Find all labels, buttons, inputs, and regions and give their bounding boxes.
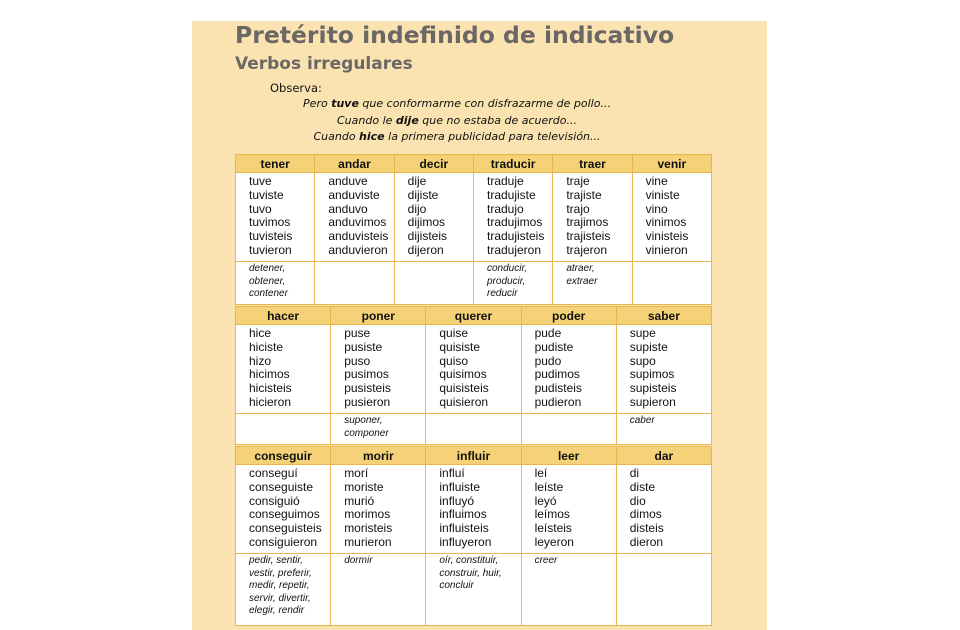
conjugated-form: vinimos [645, 215, 687, 230]
conjugated-form: dijimos [407, 215, 445, 230]
conjugated-form: tuviste [249, 187, 284, 202]
conjugated-form: anduvieron [328, 242, 388, 257]
conjugated-form: supisteis [629, 381, 677, 396]
conjugated-form: viniste [645, 187, 680, 202]
header-row [236, 447, 712, 465]
conjugated-form: hicieron [249, 394, 292, 409]
related-verb: detener, [249, 263, 286, 274]
related-verb: componer [344, 427, 389, 439]
related-verb: producir, [486, 275, 526, 287]
verb-header-traducir: traducir [473, 155, 552, 173]
conjugated-form: pusieron [344, 394, 391, 409]
conjugated-form: anduvimos [328, 215, 387, 230]
conjugated-form: anduvisteis [328, 229, 389, 244]
conjugation-cell [616, 325, 711, 414]
conjugated-form: supe [629, 326, 656, 340]
related-verbs-cell [236, 554, 331, 626]
conjugated-form: pudimos [534, 367, 580, 382]
conjugated-form: puse [344, 326, 371, 340]
example-sentence: Cuando hice la primera publicidad para televisión... [313, 130, 601, 143]
conjugated-form: tradujeron [486, 242, 542, 257]
conjugated-form: trajeron [566, 242, 607, 257]
conjugation-cell [236, 465, 331, 554]
conjugation-cell [426, 465, 521, 554]
conjugated-form: traje [566, 174, 590, 188]
conjugated-form: pusisteis [344, 381, 391, 396]
conjugated-form: tuvo [249, 201, 272, 216]
conjugated-form: conseguisteis [249, 521, 322, 536]
conjugated-form: supiste [629, 339, 668, 354]
related-verb: contener [249, 288, 288, 300]
conjugation-cell [331, 325, 426, 414]
conjugated-form: hice [249, 326, 272, 340]
example-sentence: Cuando le dije que no estaba de acuerdo... [337, 113, 577, 127]
conjugation-cell [473, 173, 552, 262]
conjugated-form: conseguí [249, 466, 298, 480]
related-verbs-cell [331, 554, 426, 626]
conjugated-form: morimos [344, 507, 391, 522]
conjugated-form: anduvo [328, 201, 368, 216]
conjugated-form: tradujo [486, 201, 524, 216]
conjugation-table-1 [235, 154, 712, 305]
conjugation-cell [394, 173, 473, 262]
conjugated-form: murieron [344, 534, 392, 549]
conjugated-form: dijisteis [407, 229, 448, 244]
related-verbs-cell [426, 554, 521, 626]
conjugation-cell [331, 465, 426, 554]
conjugated-form: leísteis [534, 521, 572, 536]
conjugated-form: supimos [629, 367, 675, 382]
conjugated-form: pudo [534, 353, 562, 368]
related-verbs-cell [331, 414, 426, 445]
conjugated-form: tuvimos [249, 215, 291, 230]
conjugated-form: anduve [328, 174, 368, 188]
related-verbs-cell [426, 414, 521, 445]
conjugated-form: vino [645, 201, 668, 216]
conjugated-form: pusimos [344, 367, 389, 382]
conjugated-form: leyeron [534, 534, 574, 549]
conjugated-form: pudiste [534, 339, 574, 354]
conjugated-form: hiciste [249, 339, 284, 354]
conjugated-form: quisisteis [439, 381, 489, 396]
conjugated-form: tuve [249, 174, 272, 188]
conjugation-table-2 [235, 306, 712, 445]
conjugated-form: quisieron [439, 394, 489, 409]
conjugated-form: leímos [534, 507, 570, 522]
forms-row [236, 173, 712, 262]
conjugation-cell [426, 325, 521, 414]
related-verb: creer [534, 555, 558, 566]
related-verb: servir, divertir, [249, 592, 311, 604]
related-verb: medir, repetir, [249, 580, 310, 592]
verb-header-querer: querer [426, 307, 521, 325]
conjugated-form: consiguieron [249, 534, 318, 549]
related-verb: pedir, sentir, [249, 555, 303, 566]
conjugated-form: vinisteis [645, 229, 689, 244]
conjugation-cell [632, 173, 711, 262]
conjugated-form: dijo [407, 201, 427, 216]
conjugated-form: murió [344, 493, 375, 508]
conjugated-form: anduviste [328, 187, 380, 202]
conjugated-form: supieron [629, 394, 676, 409]
notes-row [236, 414, 712, 445]
conjugated-form: quisimos [439, 367, 487, 382]
related-verbs-cell [521, 414, 616, 445]
conjugated-form: traduje [486, 174, 524, 188]
conjugated-form: trajimos [566, 215, 609, 230]
related-verb: atraer, [566, 263, 595, 274]
notes-row [236, 554, 712, 626]
conjugated-form: trajisteis [566, 229, 611, 244]
example-sentences [252, 96, 662, 146]
verb-header-venir: venir [632, 155, 711, 173]
conjugated-form: tradujisteis [486, 229, 545, 244]
conjugated-form: tuvisteis [249, 229, 293, 244]
header-row [236, 307, 712, 325]
conjugated-form: conseguiste [249, 479, 314, 494]
conjugation-cell [616, 465, 711, 554]
related-verbs-cell [616, 554, 711, 626]
conjugated-form: quise [439, 326, 469, 340]
conjugated-form: hizo [249, 353, 272, 368]
related-verb: reducir [486, 288, 518, 300]
conjugated-form: hicimos [249, 367, 290, 382]
conjugated-form: influimos [439, 507, 487, 522]
verb-header-tener: tener [236, 155, 315, 173]
conjugation-cell [315, 173, 394, 262]
conjugated-form: pudisteis [534, 381, 582, 396]
verb-header-morir: morir [331, 447, 426, 465]
related-verb: extraer [566, 275, 598, 287]
related-verbs-cell [236, 262, 315, 305]
observa-label: Observa: [270, 81, 322, 95]
conjugated-form: tuvieron [249, 242, 292, 257]
conjugation-table-3 [235, 446, 712, 626]
conjugated-form: conseguimos [249, 507, 320, 522]
related-verb: obtener, [249, 275, 286, 287]
conjugated-form: trajo [566, 201, 590, 216]
related-verb: vestir, preferir, [249, 567, 312, 579]
conjugated-form: trajiste [566, 187, 602, 202]
verb-header-hacer: hacer [236, 307, 331, 325]
related-verbs-cell [315, 262, 394, 305]
forms-row [236, 325, 712, 414]
conjugated-form: tradujimos [486, 215, 543, 230]
conjugation-cell [236, 325, 331, 414]
related-verbs-cell [616, 414, 711, 445]
conjugated-form: pusiste [344, 339, 383, 354]
conjugation-cell [236, 173, 315, 262]
conjugated-form: quisiste [439, 339, 481, 354]
page-title: Pretérito indefinido de indicativo [235, 21, 675, 49]
related-verb: concluir [439, 580, 474, 592]
conjugated-form: tradujiste [486, 187, 536, 202]
conjugated-form: influyó [439, 493, 475, 508]
verb-header-andar: andar [315, 155, 394, 173]
related-verb: conducir, [486, 263, 528, 274]
conjugated-form: dio [629, 493, 646, 508]
notes-row [236, 262, 712, 305]
conjugated-form: influiste [439, 479, 481, 494]
verb-header-conseguir: conseguir [236, 447, 331, 465]
conjugated-form: influisteis [439, 521, 489, 536]
conjugated-form: morí [344, 466, 369, 480]
page-subtitle: Verbos irregulares [235, 54, 413, 74]
conjugated-form: moristeis [344, 521, 393, 536]
related-verb: dormir [344, 555, 373, 566]
conjugation-cell [521, 325, 616, 414]
conjugated-form: vinieron [645, 242, 688, 257]
conjugated-form: dije [407, 174, 427, 188]
verb-header-traer: traer [553, 155, 632, 173]
conjugated-form: hicisteis [249, 381, 292, 396]
conjugation-cell [553, 173, 632, 262]
related-verb: construir, huir, [439, 567, 502, 579]
conjugated-form: leíste [534, 479, 564, 494]
related-verbs-cell [553, 262, 632, 305]
related-verb: elegir, rendir [249, 605, 305, 617]
related-verb: oír, constituir, [439, 555, 499, 566]
related-verbs-cell [394, 262, 473, 305]
verb-header-poner: poner [331, 307, 426, 325]
conjugated-form: supo [629, 353, 656, 368]
related-verbs-cell [236, 414, 331, 445]
header-row [236, 155, 712, 173]
related-verb: suponer, [344, 415, 383, 426]
verb-header-poder: poder [521, 307, 616, 325]
conjugated-form: consiguió [249, 493, 300, 508]
conjugated-form: pude [534, 326, 562, 340]
conjugated-form: leyó [534, 493, 557, 508]
conjugated-form: leí [534, 466, 548, 480]
verb-header-saber: saber [616, 307, 711, 325]
conjugated-form: di [629, 466, 640, 480]
conjugated-form: diste [629, 479, 656, 494]
conjugated-form: disteis [629, 521, 664, 536]
related-verbs-cell [632, 262, 711, 305]
related-verbs-cell [521, 554, 616, 626]
conjugated-form: quiso [439, 353, 469, 368]
conjugation-cell [521, 465, 616, 554]
conjugated-form: dijiste [407, 187, 439, 202]
conjugated-form: vine [645, 174, 668, 188]
conjugated-form: dimos [629, 507, 662, 522]
conjugated-form: influyeron [439, 534, 492, 549]
conjugated-form: dieron [629, 534, 664, 549]
verb-header-dar: dar [616, 447, 711, 465]
verb-header-influir: influir [426, 447, 521, 465]
verb-header-decir: decir [394, 155, 473, 173]
related-verbs-cell [473, 262, 552, 305]
conjugated-form: puso [344, 353, 371, 368]
related-verb: caber [629, 415, 655, 426]
conjugated-form: moriste [344, 479, 384, 494]
example-sentence: Pero tuve que conformarme con disfrazarme de pollo... [303, 97, 611, 110]
forms-row [236, 465, 712, 554]
conjugated-form: influí [439, 466, 465, 480]
verb-header-leer: leer [521, 447, 616, 465]
conjugated-form: dijeron [407, 242, 444, 257]
conjugated-form: pudieron [534, 394, 582, 409]
